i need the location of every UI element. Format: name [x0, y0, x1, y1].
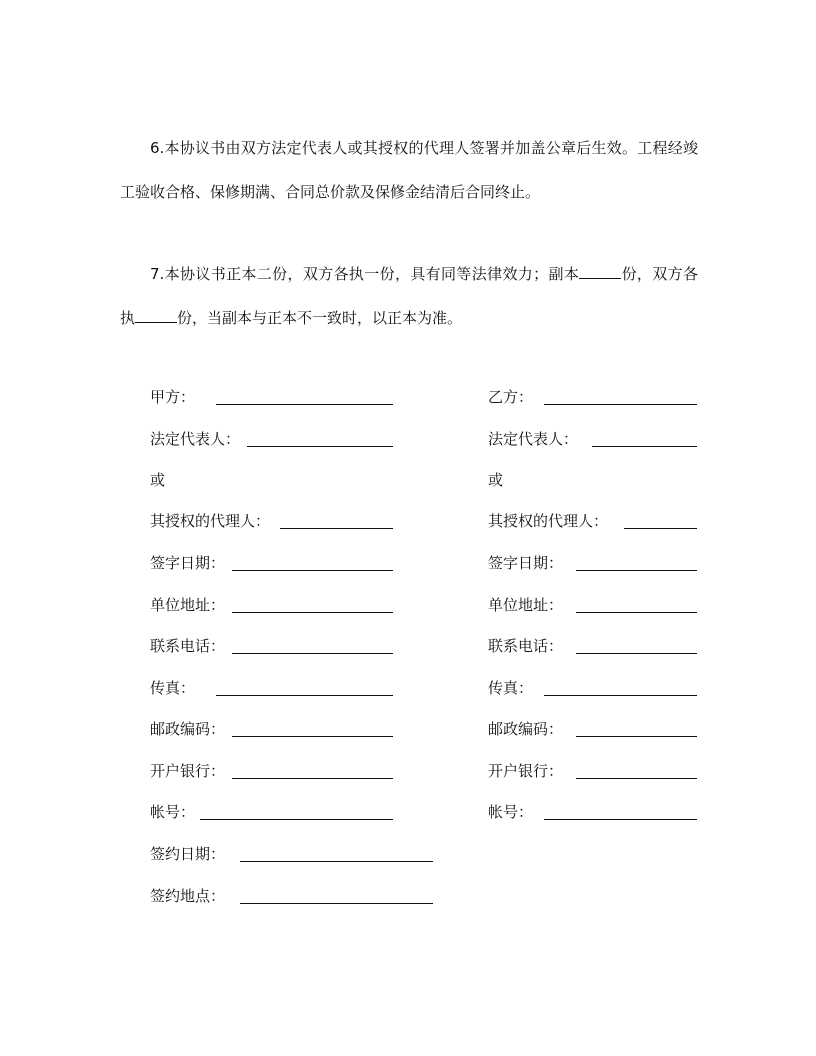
party-a-phone-label: 联系电话： [150, 637, 226, 655]
party-a-rep-row [150, 427, 395, 451]
party-b-address-field[interactable] [576, 612, 697, 613]
party-b-agent-row [488, 509, 700, 533]
party-a-bank-field[interactable] [232, 778, 393, 779]
party-b-bank-row [488, 759, 700, 783]
party-b-phone-field[interactable] [576, 653, 697, 654]
party-b-sign-date-field[interactable] [576, 570, 697, 571]
party-b-sign-date-row [488, 551, 700, 575]
party-a-sign-date-label: 签字日期： [150, 554, 226, 572]
copies-blank[interactable] [579, 262, 621, 279]
signing-place-label: 签约地点： [150, 887, 226, 905]
party-b-name-label: 乙方： [488, 388, 534, 406]
party-a-account-row [150, 800, 395, 824]
party-a-rep-label: 法定代表人： [150, 430, 241, 448]
party-b-phone-row [488, 634, 700, 658]
party-b-bank-field[interactable] [576, 778, 697, 779]
clause-7-part2: 份，双方各执 [120, 265, 698, 327]
party-a-agent-field[interactable] [280, 528, 393, 529]
signing-date-field[interactable] [240, 861, 433, 862]
party-b-agent-field[interactable] [624, 528, 697, 529]
copies-each-blank[interactable] [135, 306, 177, 323]
party-b-fax-label: 传真： [488, 679, 534, 697]
clause-6: 6.本协议书由双方法定代表人或其授权的代理人签署并加盖公章后生效。工程经竣工验收合格、保修期满、合同总价款及保修金结清后合同终止。 [120, 139, 698, 201]
party-a-or-row [150, 468, 395, 492]
party-b-agent-label: 其授权的代理人： [488, 512, 609, 530]
party-a-bank-label: 开户银行： [150, 762, 226, 780]
party-a-phone-field[interactable] [232, 653, 393, 654]
party-a-postcode-field[interactable] [232, 736, 393, 737]
signing-place-row [150, 884, 435, 908]
party-a-name-field[interactable] [216, 404, 393, 405]
party-a-fax-label: 传真： [150, 679, 196, 697]
signing-date-label: 签约日期： [150, 845, 226, 863]
party-b-rep-label: 法定代表人： [488, 430, 579, 448]
signing-date-row [150, 842, 435, 866]
signing-place-field[interactable] [240, 903, 433, 904]
party-a-account-field[interactable] [200, 819, 393, 820]
party-a-agent-row [150, 509, 395, 533]
party-b-sign-date-label: 签字日期： [488, 554, 564, 572]
party-b-account-row [488, 800, 700, 824]
clause-7-part1: 7.本协议书正本二份，双方各执一份，具有同等法律效力；副本 [150, 265, 580, 283]
party-b-address-row [488, 593, 700, 617]
party-b-phone-label: 联系电话： [488, 637, 564, 655]
party-a-postcode-label: 邮政编码： [150, 720, 226, 738]
party-a-account-label: 帐号： [150, 803, 196, 821]
party-b-rep-field[interactable] [592, 446, 697, 447]
party-a-phone-row [150, 634, 395, 658]
party-a-name-row [150, 385, 395, 409]
clause-7-part3: 份，当副本与正本不一致时，以正本为准。 [177, 309, 463, 327]
party-b-rep-row [488, 427, 700, 451]
party-a-agent-label: 其授权的代理人： [150, 512, 271, 530]
party-a-or-label: 或 [150, 471, 166, 489]
party-b-fax-row [488, 676, 700, 700]
party-b-postcode-label: 邮政编码： [488, 720, 564, 738]
party-b-or-label: 或 [488, 471, 504, 489]
clause-7 [120, 252, 698, 340]
party-b-or-row [488, 468, 700, 492]
party-a-postcode-row [150, 717, 395, 741]
party-a-name-label: 甲方： [150, 388, 196, 406]
party-b-account-label: 帐号： [488, 803, 534, 821]
party-b-name-row [488, 385, 700, 409]
party-a-address-label: 单位地址： [150, 596, 226, 614]
party-b-address-label: 单位地址： [488, 596, 564, 614]
party-b-postcode-row [488, 717, 700, 741]
party-a-rep-field[interactable] [247, 446, 393, 447]
party-a-sign-date-field[interactable] [232, 570, 393, 571]
party-b-postcode-field[interactable] [576, 736, 697, 737]
party-a-fax-field[interactable] [216, 695, 393, 696]
party-a-address-row [150, 593, 395, 617]
party-a-bank-row [150, 759, 395, 783]
party-b-account-field[interactable] [544, 819, 697, 820]
party-b-bank-label: 开户银行： [488, 762, 564, 780]
party-b-fax-field[interactable] [544, 695, 697, 696]
party-a-address-field[interactable] [232, 612, 393, 613]
party-b-name-field[interactable] [544, 404, 697, 405]
party-a-fax-row [150, 676, 395, 700]
party-a-sign-date-row [150, 551, 395, 575]
